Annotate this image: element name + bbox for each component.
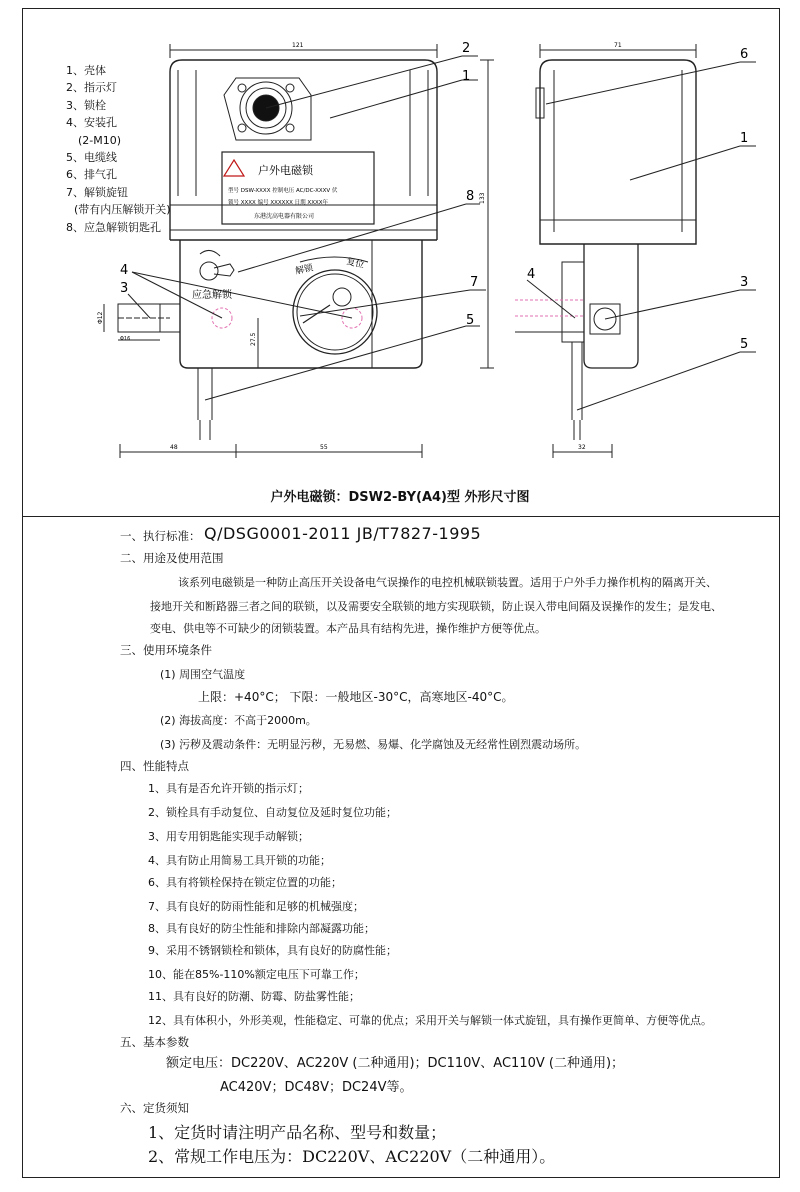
order-note: 2、常规工作电压为：DC220V、AC220V（二种通用）。 (148, 1147, 556, 1166)
nameplate-maker: 东港沈高电器有限公司 (254, 213, 315, 220)
body-text: 该系列电磁锁是一种防止高压开关设备电气误操作的电控机械联锁装置。适用于户外手力操作机构的隔离开关、 (178, 576, 717, 589)
body-text: AC420V；DC48V；DC24V等。 (220, 1080, 413, 1095)
callout: 1 (462, 69, 471, 84)
dim-label: 32 (578, 444, 586, 451)
feature-item: 6、具有将锁栓保持在锁定位置的功能； (148, 876, 342, 889)
body-text: (2) 海拔高度：不高于2000m。 (160, 714, 317, 727)
dim-label: Φ12 (97, 311, 104, 324)
dim-label: 71 (614, 42, 622, 49)
legend-item: 7、解锁旋钮 (66, 185, 128, 199)
dim-label: Φ16 (120, 336, 131, 342)
callout: 4 (527, 267, 536, 282)
body-text: 变电、供电等不可缺少的闭锁装置。本产品具有结构先进，操作维护方便等优点。 (150, 622, 546, 635)
body-text: 上限：+40°C； 下限：一般地区-30°C，高寒地区-40°C。 (198, 690, 514, 704)
standard-codes: Q/DSG0001-2011 JB/T7827-1995 (204, 524, 482, 543)
legend-item: (带有内压解锁开关) (74, 203, 171, 217)
section-heading: 一、执行标准： (120, 529, 201, 543)
callout: 8 (466, 189, 475, 204)
order-note: 1、定货时请注明产品名称、型号和数量； (148, 1123, 447, 1142)
feature-item: 11、具有良好的防潮、防霉、防盐雾性能； (148, 990, 360, 1003)
dim-label: 27.5 (250, 332, 257, 346)
callout: 2 (462, 41, 471, 56)
callout: 7 (470, 275, 479, 290)
knob-unlock-label: 解锁 (294, 263, 315, 277)
section-heading: 五、基本参数 (120, 1035, 189, 1049)
knob-reset-label: 复位 (345, 257, 366, 271)
callout: 3 (740, 275, 749, 290)
nameplate-title: 户外电磁锁 (258, 164, 313, 177)
feature-item: 9、采用不锈钢锁栓和锁体，具有良好的防腐性能； (148, 944, 397, 957)
legend-item: 2、指示灯 (66, 81, 117, 95)
drawing-caption: 户外电磁锁：DSW2-BY(A4)型 外形尺寸图 (270, 490, 530, 505)
legend-item: 6、排气孔 (66, 168, 117, 182)
dim-label: 48 (170, 444, 178, 451)
feature-item: 10、能在85%-110%额定电压下可靠工作； (148, 968, 365, 981)
legend-item: 1、壳体 (66, 64, 106, 77)
emergency-label: 应急解锁 (192, 290, 232, 301)
section-heading: 六、定货须知 (120, 1101, 189, 1115)
legend-item: 4、安装孔 (66, 116, 117, 130)
section-heading: 三、使用环境条件 (120, 643, 212, 657)
body-text: (3) 污秽及震动条件：无明显污秽，无易燃、易爆、化学腐蚀及无经常性剧烈震动场所。 (160, 738, 587, 751)
feature-item: 7、具有良好的防雨性能和足够的机械强度； (148, 900, 364, 913)
body-text: (1) 周围空气温度 (160, 668, 246, 681)
callout: 1 (740, 131, 749, 146)
legend-item: 8、应急解锁钥匙孔 (66, 220, 161, 234)
feature-item: 1、具有是否允许开锁的指示灯； (148, 782, 309, 795)
callout: 5 (466, 313, 475, 328)
callout: 5 (740, 337, 749, 352)
dim-label: 121 (292, 42, 304, 49)
feature-item: 12、具有体积小，外形美观，性能稳定、可靠的优点；采用开关与解锁一体式旋钮，具有操作更简单、方便等优点。 (148, 1014, 712, 1027)
section-heading: 二、用途及使用范围 (120, 551, 224, 565)
feature-item: 2、锁栓具有手动复位、自动复位及延时复位功能； (148, 806, 397, 819)
legend-item: 5、电缆线 (66, 151, 117, 165)
feature-item: 3、用专用钥匙能实现手动解锁； (148, 830, 309, 843)
feature-item: 4、具有防止用简易工具开锁的功能； (148, 854, 331, 867)
legend-item: 3、锁栓 (66, 98, 106, 112)
callout: 4 (120, 263, 129, 278)
body-text: 接地开关和断路器三者之间的联锁，以及需要安全联锁的地方实现联锁，防止误入带电间隔及误操作的发生；是发电、 (150, 600, 722, 613)
section-heading: 四、性能特点 (120, 759, 189, 773)
nameplate-row1: 型号 DSW-XXXX 控制电压 AC/DC-XXXV 伏 (228, 188, 338, 194)
callout: 6 (740, 47, 749, 62)
feature-item: 8、具有良好的防尘性能和排除内部凝露功能； (148, 922, 375, 935)
body-text: 额定电压：DC220V、AC220V (二种通用)；DC110V、AC110V (二种通用)； (166, 1056, 625, 1071)
dim-label: 133 (479, 192, 486, 204)
legend-item: (2-M10) (78, 133, 122, 147)
nameplate-row2: 锁号 XXXX 编号 XXXXXX 日期 XXXX年 (228, 200, 328, 206)
dim-label: 55 (320, 444, 328, 451)
callout: 3 (120, 281, 129, 296)
